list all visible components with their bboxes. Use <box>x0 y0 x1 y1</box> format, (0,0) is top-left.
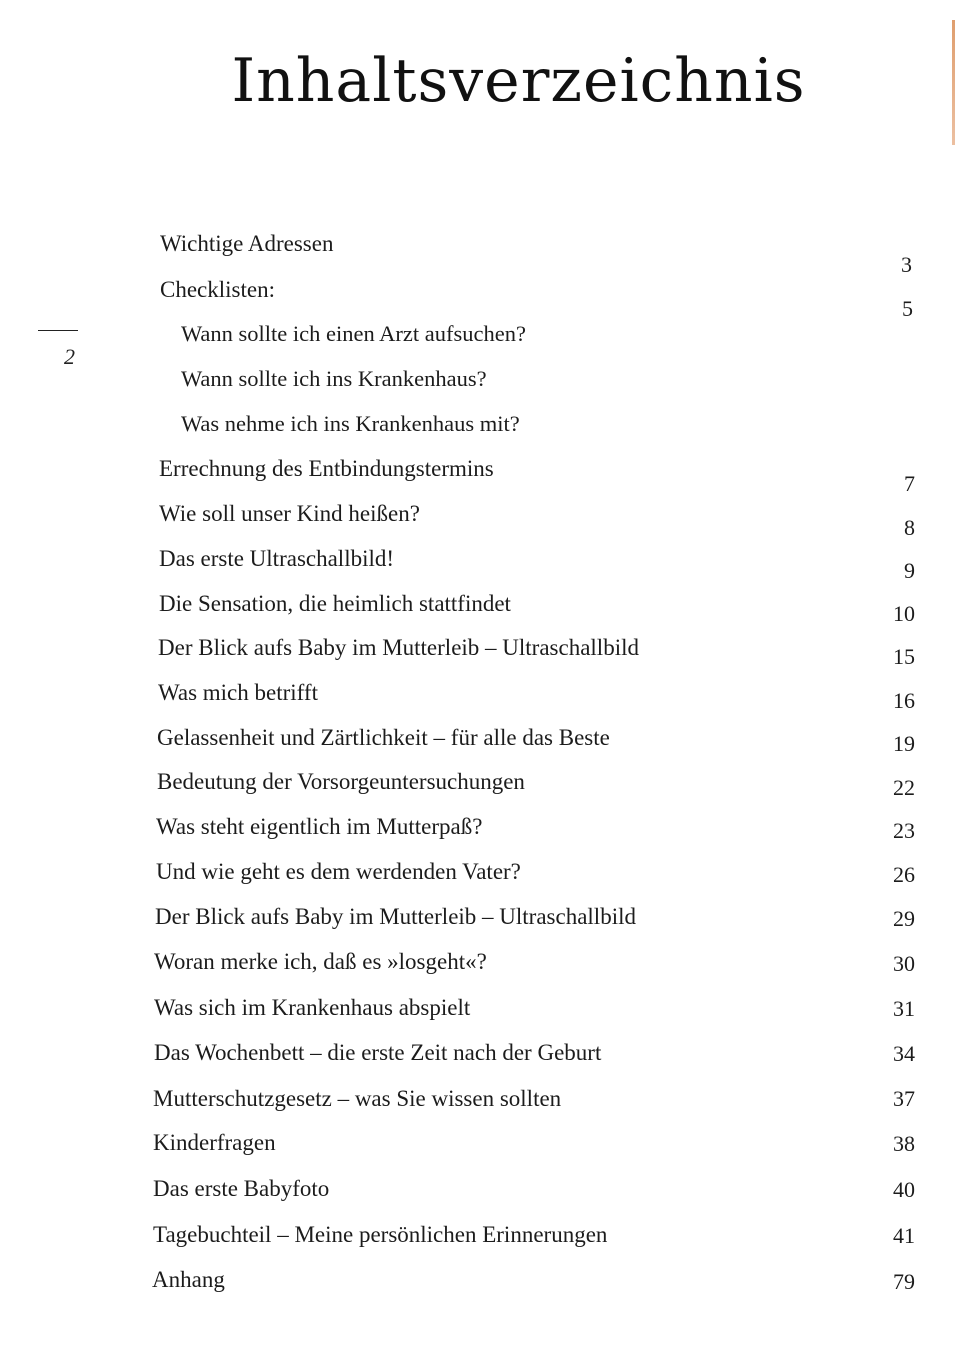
toc-entry-page: 10 <box>893 601 915 626</box>
toc-entry-title: Wann sollte ich einen Arzt aufsuchen? <box>181 321 526 346</box>
toc-entry-title: Wie soll unser Kind heißen? <box>159 501 420 526</box>
toc-entry-title: Was nehme ich ins Krankenhaus mit? <box>181 411 520 436</box>
toc-entry-page: 15 <box>893 644 915 669</box>
toc-entry-title: Wichtige Adressen <box>160 231 334 256</box>
toc-entry-title: Woran merke ich, daß es »losgeht«? <box>154 949 487 974</box>
toc-entry-page: 23 <box>893 818 915 843</box>
toc-entry-title: Tagebuchteil – Meine persönlichen Erinnerungen <box>153 1222 608 1247</box>
toc-entry-title: Das Wochenbett – die erste Zeit nach der Geburt <box>154 1040 602 1065</box>
toc-entry-page: 37 <box>893 1086 915 1111</box>
toc-entry-page: 29 <box>893 906 915 931</box>
toc-entry-title: Was sich im Krankenhaus abspielt <box>154 995 471 1020</box>
toc-entry-page: 22 <box>893 775 915 800</box>
toc-entry-page: 5 <box>902 296 913 321</box>
toc-entry-title: Mutterschutzgesetz – was Sie wissen sollten <box>153 1086 562 1111</box>
toc-entry-page: 19 <box>893 731 915 756</box>
toc-entry-page: 41 <box>893 1223 915 1248</box>
toc-entry-page: 31 <box>893 996 915 1021</box>
toc-entry-title: Checklisten: <box>160 277 275 302</box>
toc-entry-page: 8 <box>904 515 915 540</box>
toc-entry-title: Was steht eigentlich im Mutterpaß? <box>156 814 483 839</box>
toc-entry-title: Der Blick aufs Baby im Mutterleib – Ultraschallbild <box>155 904 636 929</box>
toc-entry-title: Das erste Ultraschallbild! <box>159 546 395 571</box>
page-title: Inhaltsverzeichnis <box>231 46 806 116</box>
toc-entry-page: 9 <box>904 558 915 583</box>
toc-entry-title: Bedeutung der Vorsorgeuntersuchungen <box>157 769 525 794</box>
toc-entry-page: 16 <box>893 688 915 713</box>
toc-entry-page: 26 <box>893 862 915 887</box>
toc-entry-page: 3 <box>901 252 912 277</box>
toc-entry-title: Die Sensation, die heimlich stattfindet <box>159 591 511 616</box>
toc-entry-title: Anhang <box>152 1267 225 1292</box>
toc-entry-title: Errechnung des Entbindungstermins <box>159 456 494 481</box>
toc-entry-title: Der Blick aufs Baby im Mutterleib – Ultraschallbild <box>158 635 639 660</box>
toc-entry-page: 30 <box>893 951 915 976</box>
toc-entry-title: Kinderfragen <box>153 1130 276 1155</box>
toc-entry-page: 79 <box>893 1269 915 1294</box>
page-number: 2 <box>64 344 75 369</box>
toc-entry-page: 40 <box>893 1177 915 1202</box>
toc-entry-page: 38 <box>893 1131 915 1156</box>
margin-rule <box>38 330 78 331</box>
toc-entry-title: Wann sollte ich ins Krankenhaus? <box>181 366 487 391</box>
toc-entry-title: Was mich betrifft <box>158 680 318 705</box>
toc-entry-title: Und wie geht es dem werdenden Vater? <box>156 859 521 884</box>
toc-entry-title: Gelassenheit und Zärtlichkeit – für alle das Beste <box>157 725 610 750</box>
toc-entry-title: Das erste Babyfoto <box>153 1176 330 1201</box>
toc-entry-page: 34 <box>893 1041 915 1066</box>
toc-entry-page: 7 <box>904 471 915 496</box>
